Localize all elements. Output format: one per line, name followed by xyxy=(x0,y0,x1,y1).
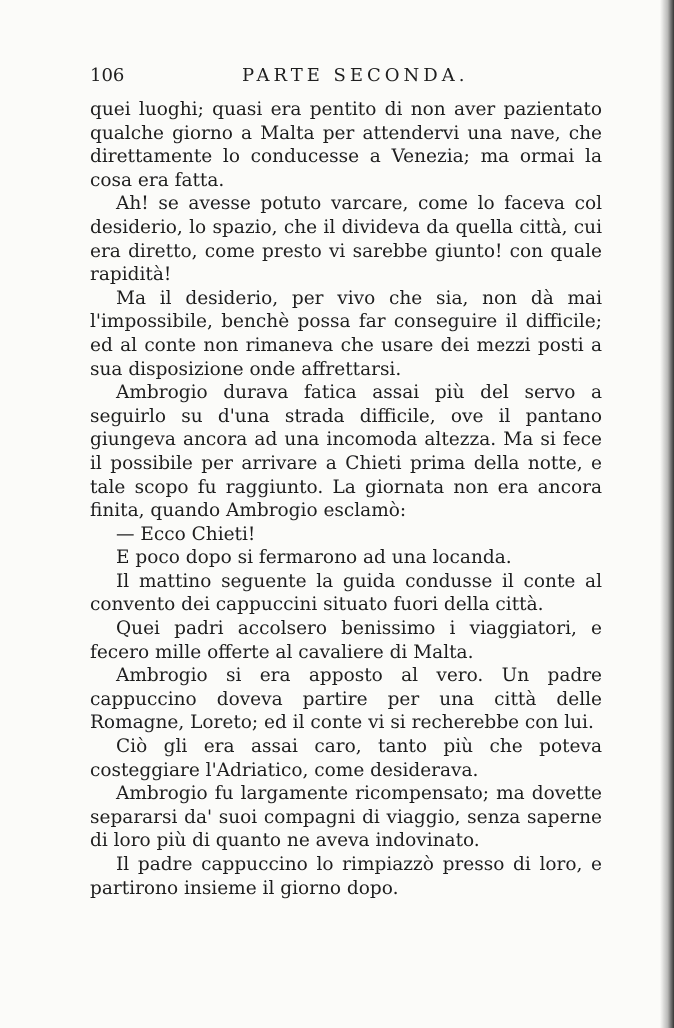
page-edge-shadow xyxy=(660,0,674,1028)
paragraph: Ah! se avesse potuto varcare, come lo faceva col desiderio, lo spazio, che il divideva da quella città, cui era diretto, come presto vi sarebbe giunto! con quale rapidità! xyxy=(90,193,602,286)
paragraph: Ciò gli era assai caro, tanto più che poteva costeggiare l'Adriatico, come desiderava. xyxy=(90,736,602,781)
paragraph-continuation: quei luoghi; quasi era pentito di non aver pazientato qualche giorno a Malta per attendervi una nave, che direttamente lo conducesse a Venezia; ma ormai la cosa era fatta. xyxy=(90,99,602,191)
running-head: PARTE SECONDA. xyxy=(242,65,469,86)
paragraph: E poco dopo si fermarono ad una locanda. xyxy=(116,547,512,569)
body-text xyxy=(90,98,602,900)
page-header xyxy=(90,64,590,88)
paragraph: Ambrogio si era apposto al vero. Un padre cappuccino doveva partire per una città delle Romagne, Loreto; ed il conte vi si recherebbe con lui. xyxy=(90,665,602,734)
page-number: 106 xyxy=(90,65,125,86)
paragraph: Il padre cappuccino lo rimpiazzò presso di loro, e partirono insieme il giorno dopo. xyxy=(90,854,602,899)
paragraph: Il mattino seguente la guida condusse il conte al convento dei cappuccini situato fuori della città. xyxy=(90,570,602,616)
paragraph: Quei padri accolsero benissimo i viaggiatori, e fecero mille offerte al cavaliere di Malta. xyxy=(90,618,602,663)
paragraph: Ambrogio durava fatica assai più del servo a seguirlo su d'una strada difficile, ove il pantano giungeva ancora ad una incomoda altezza. Ma si fece il possibile per arrivare a Chieti prima della notte, e tale scopo fu raggiunto. La giornata non era ancora finita, quando Ambrogio esclamò: xyxy=(90,382,602,522)
dialogue-line: — Ecco Chieti! xyxy=(116,523,256,545)
paragraph: Ma il desiderio, per vivo che sia, non dà mai l'impossibile, benchè possa far conseguire il difficile; ed al conte non rimaneva che usare dei mezzi posti a sua disposizione onde affrettarsi. xyxy=(90,287,602,380)
paragraph: Ambrogio fu largamente ricompensato; ma dovette separarsi da' suoi compagni di viaggio, senza saperne di loro più di quanto ne aveva indovinato. xyxy=(90,783,602,852)
